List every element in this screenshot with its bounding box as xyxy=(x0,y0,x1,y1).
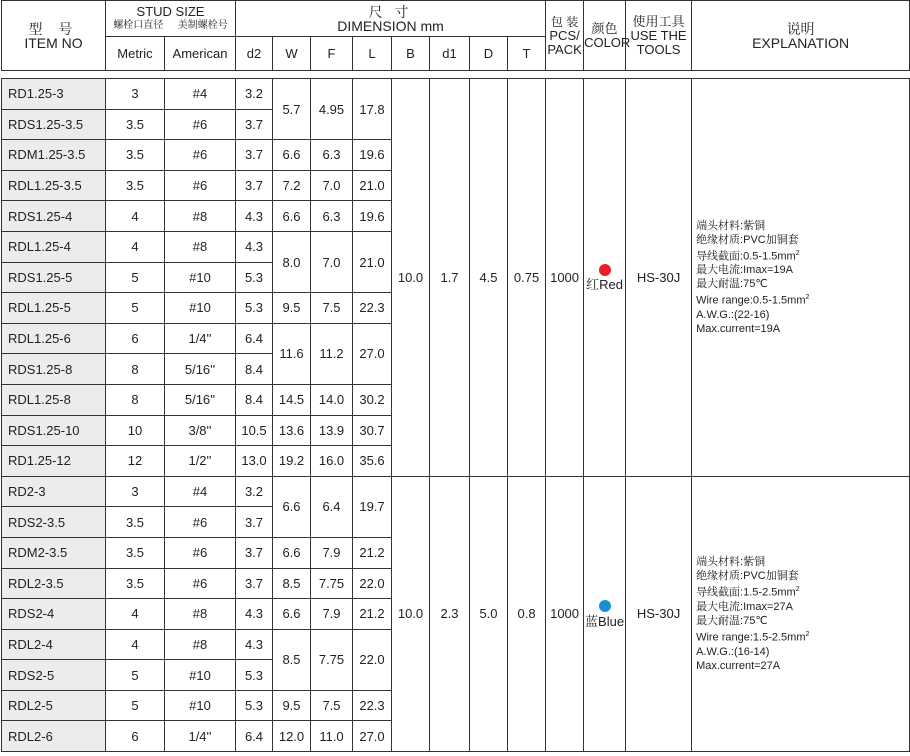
d2-cell: 5.3 xyxy=(236,262,273,293)
metric-cell: 5 xyxy=(106,690,165,721)
explanation-line: 最大电流:Imax=27A xyxy=(696,600,793,613)
l-cell: 17.8 xyxy=(353,79,392,140)
tools-header xyxy=(626,1,692,71)
american-cell: #10 xyxy=(165,262,236,293)
american-cell: #6 xyxy=(165,109,236,140)
d2-cell: 3.7 xyxy=(236,170,273,201)
w-cell: 6.6 xyxy=(273,599,311,630)
d2-cell: 6.4 xyxy=(236,323,273,354)
item-no-cell: RDL2-3.5 xyxy=(2,568,106,599)
table-body xyxy=(2,71,910,752)
f-cell: 6.3 xyxy=(311,201,353,232)
item-no-cell: RDL1.25-8 xyxy=(2,384,106,415)
superscript-2: 2 xyxy=(805,294,810,302)
t-header: T xyxy=(508,37,546,71)
d2-cell: 5.3 xyxy=(236,660,273,691)
d2-cell: 3.2 xyxy=(236,79,273,110)
item-no-cell: RDS1.25-10 xyxy=(2,415,106,446)
d2-cell: 5.3 xyxy=(236,690,273,721)
w-cell: 12.0 xyxy=(273,721,311,752)
w-cell: 6.6 xyxy=(273,140,311,171)
superscript-2: 2 xyxy=(795,586,800,594)
w-cell: 13.6 xyxy=(273,415,311,446)
f-cell: 7.9 xyxy=(311,599,353,630)
metric-cell: 3 xyxy=(106,79,165,110)
d2-cell: 8.4 xyxy=(236,384,273,415)
color-cell xyxy=(584,476,626,751)
d1-cell: 2.3 xyxy=(430,476,470,751)
metric-cell: 5 xyxy=(106,262,165,293)
f-cell: 7.0 xyxy=(311,231,353,292)
dimension-header xyxy=(236,1,546,37)
l-cell: 21.0 xyxy=(353,170,392,201)
l-cell: 22.0 xyxy=(353,629,392,690)
american-cell: #4 xyxy=(165,79,236,110)
d2-cell: 3.7 xyxy=(236,537,273,568)
metric-cell: 4 xyxy=(106,599,165,630)
color-cn: 颜色 xyxy=(591,20,618,36)
american-cell: #6 xyxy=(165,170,236,201)
l-cell: 19.6 xyxy=(353,201,392,232)
explanation-line: Wire $range:1.5-2.5mm^2$ xyxy=(696,630,810,644)
metric-cell: 8 xyxy=(106,384,165,415)
tool-cell: HS-30J xyxy=(626,79,692,477)
d2-cell: 5.3 xyxy=(236,293,273,324)
stud-size-cn-row xyxy=(106,19,235,33)
table-row xyxy=(2,79,910,110)
f-header: F xyxy=(311,37,353,71)
d2-cell: 3.7 xyxy=(236,507,273,538)
spec-table xyxy=(1,0,910,752)
pack-cn: 包 装 xyxy=(550,14,579,29)
american-cell: #10 xyxy=(165,660,236,691)
f-cell: 7.5 xyxy=(311,293,353,324)
gap-cell xyxy=(2,71,910,79)
tools-en2: TOOLS xyxy=(636,41,681,57)
explanation-line: 端头材料:紫铜 xyxy=(696,219,766,232)
metric-cell: 6 xyxy=(106,721,165,752)
d2-cell: 4.3 xyxy=(236,629,273,660)
item-no-cell: RDS2-5 xyxy=(2,660,106,691)
item-no-cell: RDL1.25-6 xyxy=(2,323,106,354)
color-label: 红Red xyxy=(586,277,623,293)
tools-cn: 使用工具 xyxy=(632,13,685,29)
item-no-cell: RD2-3 xyxy=(2,476,106,507)
item-no-cell: RDL2-5 xyxy=(2,690,106,721)
l-cell: 19.7 xyxy=(353,476,392,537)
d-header: D xyxy=(470,37,508,71)
explanation-line: Wire $range:0.5-1.5mm^2$ xyxy=(696,294,810,308)
american-cell: #8 xyxy=(165,201,236,232)
american-cell: #6 xyxy=(165,507,236,538)
d2-cell: 3.2 xyxy=(236,476,273,507)
color-en: COLOR xyxy=(584,34,631,50)
metric-cell: 3.5 xyxy=(106,507,165,538)
l-cell: 21.2 xyxy=(353,537,392,568)
metric-header: Metric xyxy=(106,37,165,71)
metric-cell: 4 xyxy=(106,231,165,262)
f-cell: 6.4 xyxy=(311,476,353,537)
metric-cell: 5 xyxy=(106,660,165,691)
color-label: 蓝Blue xyxy=(585,613,625,629)
pack-en2: PACK xyxy=(547,41,582,57)
metric-cell: 6 xyxy=(106,323,165,354)
tools-en1: USE THE xyxy=(630,27,687,43)
pack-en1: PCS/ xyxy=(549,27,580,43)
pack-header xyxy=(546,1,584,71)
f-cell: 7.75 xyxy=(311,568,353,599)
t-cell: 0.8 xyxy=(508,476,546,751)
b-cell: 10.0 xyxy=(392,476,430,751)
metric-cell: 3.5 xyxy=(106,568,165,599)
american-cell: #10 xyxy=(165,293,236,324)
w-cell: 11.6 xyxy=(273,323,311,384)
l-cell: 27.0 xyxy=(353,323,392,384)
l-cell: 21.0 xyxy=(353,231,392,292)
item-no-cell: RDL2-4 xyxy=(2,629,106,660)
w-cell: 7.2 xyxy=(273,170,311,201)
w-cell: 9.5 xyxy=(273,293,311,324)
american-cell: #8 xyxy=(165,629,236,660)
w-cell: 6.6 xyxy=(273,537,311,568)
item-no-cell: RDS1.25-3.5 xyxy=(2,109,106,140)
f-cell: 7.0 xyxy=(311,170,353,201)
d2-cell: 4.3 xyxy=(236,201,273,232)
w-cell: 8.5 xyxy=(273,568,311,599)
stud-metric-cn: 螺栓口直径 xyxy=(113,19,164,31)
american-cell: 1/4'' xyxy=(165,323,236,354)
american-cell: #8 xyxy=(165,231,236,262)
d2-cell: 13.0 xyxy=(236,446,273,477)
d2-cell: 6.4 xyxy=(236,721,273,752)
l-cell: 22.3 xyxy=(353,293,392,324)
item-no-cell: RD1.25-12 xyxy=(2,446,106,477)
metric-cell: 3.5 xyxy=(106,170,165,201)
metric-cell: 5 xyxy=(106,293,165,324)
header-gap xyxy=(2,71,910,79)
l-header: L xyxy=(353,37,392,71)
t-cell: 0.75 xyxy=(508,79,546,477)
w-cell: 14.5 xyxy=(273,384,311,415)
w-cell: 6.6 xyxy=(273,476,311,537)
american-cell: #8 xyxy=(165,599,236,630)
d2-header: d2 xyxy=(236,37,273,71)
superscript-2: 2 xyxy=(795,249,800,257)
item-no-cell: RDS2-4 xyxy=(2,599,106,630)
dimension-en: DIMENSION mm xyxy=(337,17,444,34)
american-cell: 1/2'' xyxy=(165,446,236,477)
w-cell: 9.5 xyxy=(273,690,311,721)
item-header xyxy=(2,1,106,71)
american-cell: #6 xyxy=(165,140,236,171)
stud-size-header xyxy=(106,1,236,37)
color-cell xyxy=(584,79,626,477)
l-cell: 19.6 xyxy=(353,140,392,171)
l-cell: 30.2 xyxy=(353,384,392,415)
d2-cell: 3.7 xyxy=(236,140,273,171)
metric-cell: 3.5 xyxy=(106,109,165,140)
explanation-line: 导线截面$:0.5-1.5mm^2$ xyxy=(696,249,800,263)
american-cell: 5/16'' xyxy=(165,354,236,385)
w-cell: 5.7 xyxy=(273,79,311,140)
explanation-line: 导线截面$:1.5-2.5mm^2$ xyxy=(696,586,800,599)
item-no-cell: RDL1.25-4 xyxy=(2,231,106,262)
metric-cell: 8 xyxy=(106,354,165,385)
metric-cell: 10 xyxy=(106,415,165,446)
item-header-en: ITEM NO xyxy=(24,34,83,51)
american-cell: #6 xyxy=(165,537,236,568)
f-cell: 16.0 xyxy=(311,446,353,477)
d2-cell: 8.4 xyxy=(236,354,273,385)
metric-cell: 3.5 xyxy=(106,537,165,568)
item-no-cell: RDL1.25-5 xyxy=(2,293,106,324)
explanation-header xyxy=(692,1,910,71)
item-no-cell: RDL1.25-3.5 xyxy=(2,170,106,201)
item-no-cell: RDS2-3.5 xyxy=(2,507,106,538)
american-cell: 3/8'' xyxy=(165,415,236,446)
explanation-line: Max.current=27A xyxy=(696,659,781,672)
item-no-cell: RDM2-3.5 xyxy=(2,537,106,568)
f-cell: 13.9 xyxy=(311,415,353,446)
explanation-cell xyxy=(692,79,910,477)
explanation-line: 最大电流:Imax=19A xyxy=(696,264,793,277)
american-cell: #6 xyxy=(165,568,236,599)
american-cell: 5/16'' xyxy=(165,384,236,415)
stud-american-cn: 美制螺栓号 xyxy=(177,19,228,31)
metric-cell: 12 xyxy=(106,446,165,477)
f-cell: 7.5 xyxy=(311,690,353,721)
superscript-2: 2 xyxy=(805,630,810,638)
l-cell: 21.2 xyxy=(353,599,392,630)
explanation-line: 绝缘材质:PVC加铜套 xyxy=(696,233,799,246)
f-cell: 7.9 xyxy=(311,537,353,568)
f-cell: 11.2 xyxy=(311,323,353,384)
w-cell: 6.6 xyxy=(273,201,311,232)
metric-cell: 4 xyxy=(106,629,165,660)
l-cell: 22.0 xyxy=(353,568,392,599)
color-dot-icon xyxy=(599,264,611,276)
explanation-line: A.W.G.:(16-14) xyxy=(696,645,770,658)
item-no-cell: RDL2-6 xyxy=(2,721,106,752)
american-cell: 1/4'' xyxy=(165,721,236,752)
pack-cell: 1000 xyxy=(546,79,584,477)
b-header: B xyxy=(392,37,430,71)
d-cell: 4.5 xyxy=(470,79,508,477)
explanation-line: 端头材料:紫铜 xyxy=(696,556,766,569)
item-no-cell: RDS1.25-4 xyxy=(2,201,106,232)
american-cell: #10 xyxy=(165,690,236,721)
w-cell: 8.0 xyxy=(273,231,311,292)
d2-cell: 3.7 xyxy=(236,109,273,140)
metric-cell: 3 xyxy=(106,476,165,507)
l-cell: 35.6 xyxy=(353,446,392,477)
table-row xyxy=(2,476,910,507)
metric-cell: 4 xyxy=(106,201,165,232)
b-cell: 10.0 xyxy=(392,79,430,477)
item-header-cn: 型 号 xyxy=(28,20,79,37)
f-cell: 7.75 xyxy=(311,629,353,690)
l-cell: 22.3 xyxy=(353,690,392,721)
tool-cell: HS-30J xyxy=(626,476,692,751)
d2-cell: 4.3 xyxy=(236,231,273,262)
metric-cell: 3.5 xyxy=(106,140,165,171)
dimension-cn: 尺 寸 xyxy=(368,3,413,20)
color-dot-icon xyxy=(599,600,611,612)
l-cell: 30.7 xyxy=(353,415,392,446)
explanation-line: 最大耐温:75℃ xyxy=(696,614,768,627)
d1-header: d1 xyxy=(430,37,470,71)
w-header: W xyxy=(273,37,311,71)
d2-cell: 4.3 xyxy=(236,599,273,630)
w-cell: 19.2 xyxy=(273,446,311,477)
american-cell: #4 xyxy=(165,476,236,507)
item-no-cell: RDM1.25-3.5 xyxy=(2,140,106,171)
item-no-cell: RDS1.25-5 xyxy=(2,262,106,293)
color-header xyxy=(584,1,631,71)
explanation-line: A.W.G.:(22-16) xyxy=(696,309,770,322)
explanation-line: 最大耐温:75℃ xyxy=(696,278,768,291)
explanation-line: 绝缘材质:PVC加铜套 xyxy=(696,570,799,583)
l-cell: 27.0 xyxy=(353,721,392,752)
d2-cell: 3.7 xyxy=(236,568,273,599)
american-header: American xyxy=(165,37,236,71)
pack-cell: 1000 xyxy=(546,476,584,751)
item-no-cell: RDS1.25-8 xyxy=(2,354,106,385)
d1-cell: 1.7 xyxy=(430,79,470,477)
d2-cell: 10.5 xyxy=(236,415,273,446)
expl-cn: 说明 xyxy=(786,20,815,37)
stud-size-en: STUD SIZE xyxy=(136,3,205,19)
f-cell: 4.95 xyxy=(311,79,353,140)
explanation-line: Max.current=19A xyxy=(696,323,781,336)
f-cell: 6.3 xyxy=(311,140,353,171)
expl-en: EXPLANATION xyxy=(752,34,850,51)
d-cell: 5.0 xyxy=(470,476,508,751)
w-cell: 8.5 xyxy=(273,629,311,690)
f-cell: 11.0 xyxy=(311,721,353,752)
explanation-cell xyxy=(692,476,910,751)
item-no-cell: RD1.25-3 xyxy=(2,79,106,110)
f-cell: 14.0 xyxy=(311,384,353,415)
